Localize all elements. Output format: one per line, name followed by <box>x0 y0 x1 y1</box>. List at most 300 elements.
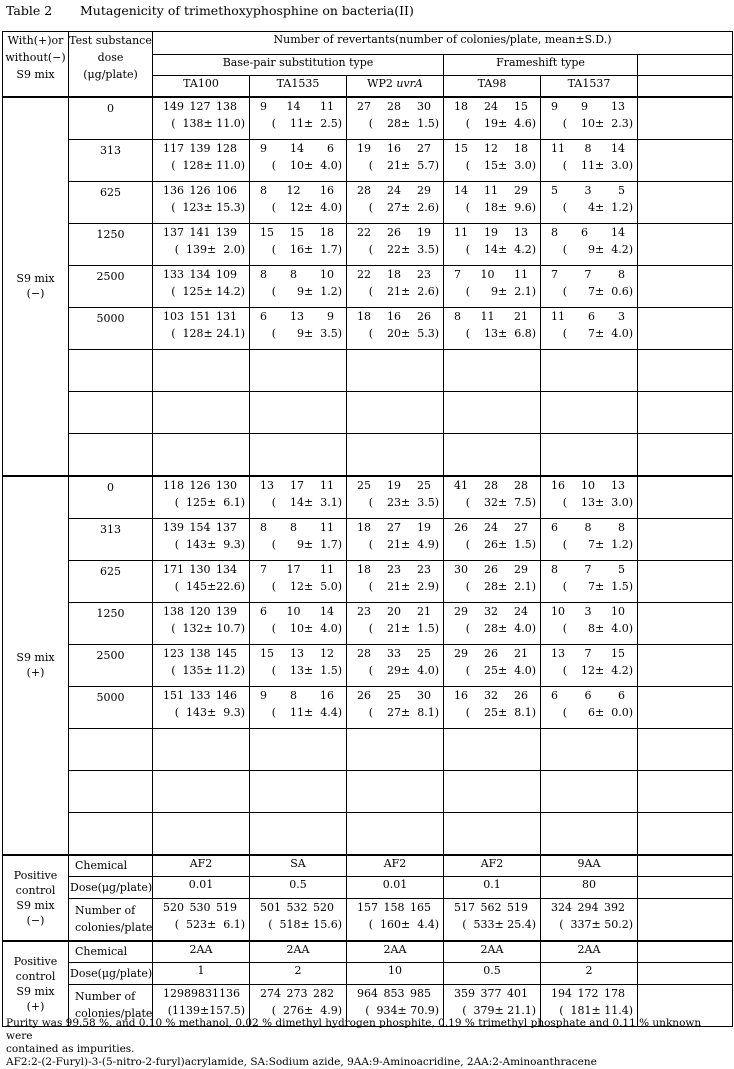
value-cell <box>250 223 347 265</box>
plate-count: 11 <box>320 99 334 113</box>
plate-count: 11 <box>320 478 334 492</box>
value-cell <box>541 898 638 941</box>
plate-counts <box>541 899 637 915</box>
empty-cell <box>638 97 733 140</box>
plate-count: 141 <box>189 225 211 239</box>
plate-counts <box>347 899 443 915</box>
value-cell <box>444 602 541 644</box>
value-cell <box>347 181 444 223</box>
plate-counts <box>444 477 540 493</box>
plate-count: 17 <box>286 562 301 576</box>
plate-count: 14 <box>611 225 625 239</box>
value-cell <box>153 265 250 307</box>
empty-cell <box>444 728 541 770</box>
value-cell <box>347 560 444 602</box>
plate-count: 8 <box>618 267 625 281</box>
plate-count: 126 <box>189 478 211 492</box>
plate-counts <box>153 985 249 1001</box>
plate-count: 151 <box>163 688 184 702</box>
value-cell <box>541 602 638 644</box>
plate-count: 25 <box>417 646 431 660</box>
plate-counts <box>250 899 346 915</box>
plate-count: 3 <box>618 309 625 323</box>
header-s9-column: With(+)or without(−) S9 mix <box>3 32 69 97</box>
empty-cell <box>69 812 153 855</box>
value-cell <box>250 97 347 140</box>
plate-count: 165 <box>410 900 431 914</box>
empty-cell <box>250 770 347 812</box>
plate-count: 23 <box>417 267 431 281</box>
plate-count: 11 <box>551 309 565 323</box>
mean-sd: ( 21± 1.5) <box>368 621 439 635</box>
chemical-name: 2AA <box>250 941 347 963</box>
control-dose: 0.01 <box>153 876 250 898</box>
value-cell <box>347 223 444 265</box>
plate-count: 10 <box>480 267 495 281</box>
plate-counts <box>250 477 346 493</box>
plate-count: 171 <box>163 562 184 576</box>
plate-counts <box>347 603 443 619</box>
mean-sd: ( 10± 4.0) <box>271 621 342 635</box>
plate-count: 22 <box>357 225 371 239</box>
mean-sd: ( 128± 24.1) <box>171 326 245 340</box>
plate-count: 10 <box>551 604 565 618</box>
plate-count: 145 <box>216 646 237 660</box>
header-strain: TA1535 <box>250 76 347 97</box>
empty-cell <box>347 728 444 770</box>
plate-counts <box>541 98 637 114</box>
mean-sd: ( 934± 70.9) <box>365 1003 439 1017</box>
plate-counts <box>153 645 249 661</box>
plate-count: 16 <box>387 309 401 323</box>
plate-count: 13 <box>514 225 528 239</box>
plate-count: 11 <box>480 309 495 323</box>
plate-count: 532 <box>286 900 308 914</box>
plate-counts <box>153 477 249 493</box>
control-dose: 80 <box>541 876 638 898</box>
plate-count: 20 <box>387 604 401 618</box>
plate-counts <box>250 645 346 661</box>
plate-counts <box>250 687 346 703</box>
control-dose: 0.5 <box>444 962 541 984</box>
header-strain: WP2 uvrA <box>347 76 444 97</box>
plate-count: 13 <box>260 478 274 492</box>
plate-count: 359 <box>454 986 475 1000</box>
mean-sd: ( 128± 11.0) <box>171 158 245 172</box>
plate-count: 11 <box>551 141 565 155</box>
plate-count: 25 <box>387 688 401 702</box>
plate-count: 27 <box>417 141 431 155</box>
plate-count: 117 <box>163 141 184 155</box>
value-cell <box>250 644 347 686</box>
empty-cell <box>153 391 250 433</box>
plate-count: 29 <box>514 562 528 576</box>
plate-counts <box>541 561 637 577</box>
mean-sd: ( 28± 1.5) <box>368 116 439 130</box>
chemical-name: AF2 <box>444 855 541 877</box>
plate-count: 128 <box>216 141 237 155</box>
value-cell <box>541 307 638 349</box>
plate-count: 138 <box>189 646 211 660</box>
mean-sd: ( 518± 15.6) <box>268 917 342 931</box>
chemical-name: AF2 <box>347 855 444 877</box>
dose-label: Dose(μg/plate) <box>69 876 153 898</box>
mean-sd: ( 26± 1.5) <box>465 537 536 551</box>
mean-sd: ( 7± 1.5) <box>562 579 633 593</box>
mean-sd: ( 132± 10.7) <box>171 621 245 635</box>
plate-count: 19 <box>417 225 431 239</box>
plate-count: 5 <box>618 183 625 197</box>
plate-count: 3 <box>584 604 592 618</box>
empty-cell <box>638 265 733 307</box>
dose-cell: 5000 <box>69 307 153 349</box>
plate-count: 10 <box>611 604 625 618</box>
plate-count: 27 <box>357 99 371 113</box>
plate-count: 21 <box>514 646 528 660</box>
mean-sd: ( 145±22.6) <box>174 579 245 593</box>
plate-count: 7 <box>454 267 461 281</box>
mean-sd: ( 337± 50.2) <box>559 917 633 931</box>
plate-counts <box>347 687 443 703</box>
plate-count: 282 <box>313 986 334 1000</box>
plate-count: 8 <box>290 688 297 702</box>
dose-cell: 313 <box>69 139 153 181</box>
plate-count: 377 <box>480 986 502 1000</box>
plate-count: 520 <box>313 900 334 914</box>
plate-count: 139 <box>163 520 184 534</box>
chemical-label: Chemical <box>69 941 153 963</box>
empty-cell <box>638 855 733 877</box>
plate-count: 18 <box>357 309 371 323</box>
plate-counts <box>153 899 249 915</box>
plate-count: 29 <box>514 183 528 197</box>
empty-cell <box>69 770 153 812</box>
mean-sd: ( 276± 4.9) <box>271 1003 342 1017</box>
value-cell <box>250 686 347 728</box>
plate-count: 24 <box>484 99 498 113</box>
plate-count: 324 <box>551 900 572 914</box>
header-empty <box>638 76 733 97</box>
empty-cell <box>347 349 444 391</box>
value-cell <box>153 686 250 728</box>
value-cell <box>250 181 347 223</box>
empty-cell <box>250 433 347 476</box>
plate-count: 16 <box>320 183 334 197</box>
value-cell <box>347 602 444 644</box>
plate-count: 172 <box>577 986 599 1000</box>
count-label: Number of colonies/plate <box>69 984 153 1026</box>
control-dose: 2 <box>250 962 347 984</box>
value-cell <box>347 686 444 728</box>
plate-counts <box>444 182 540 198</box>
plate-count: 14 <box>454 183 468 197</box>
plate-count: 392 <box>604 900 625 914</box>
plate-count: 5 <box>551 183 558 197</box>
plate-count: 18 <box>514 141 528 155</box>
plate-count: 19 <box>417 520 431 534</box>
value-cell <box>347 265 444 307</box>
plate-counts <box>153 266 249 282</box>
empty-cell <box>638 644 733 686</box>
chemical-name: AF2 <box>153 855 250 877</box>
plate-counts <box>153 687 249 703</box>
plate-counts <box>347 308 443 324</box>
empty-cell <box>638 602 733 644</box>
value-cell <box>347 476 444 519</box>
mean-sd: ( 32± 7.5) <box>465 495 536 509</box>
plate-counts <box>250 561 346 577</box>
empty-cell <box>444 812 541 855</box>
plate-count: 24 <box>484 520 498 534</box>
plate-count: 18 <box>387 267 401 281</box>
plate-counts <box>347 266 443 282</box>
plate-count: 520 <box>163 900 184 914</box>
value-cell <box>347 644 444 686</box>
header-base-pair: Base-pair substitution type <box>153 55 444 76</box>
plate-count: 16 <box>320 688 334 702</box>
value-cell <box>153 307 250 349</box>
plate-count: 28 <box>514 478 528 492</box>
value-cell <box>444 686 541 728</box>
value-cell <box>153 560 250 602</box>
control-dose: 0.1 <box>444 876 541 898</box>
dose-cell: 2500 <box>69 265 153 307</box>
plate-count: 138 <box>216 99 237 113</box>
chemical-name: 2AA <box>444 941 541 963</box>
value-cell <box>444 97 541 140</box>
plate-count: 27 <box>387 520 401 534</box>
plate-count: 28 <box>387 99 401 113</box>
value-cell <box>444 181 541 223</box>
plate-count: 7 <box>260 562 267 576</box>
plate-count: 15 <box>290 225 304 239</box>
positive-control-label: Positive control S9 mix (−) <box>3 855 69 941</box>
mean-sd: ( 11± 3.0) <box>562 158 633 172</box>
empty-cell <box>638 728 733 770</box>
plate-count: 154 <box>189 520 211 534</box>
value-cell <box>541 518 638 560</box>
value-cell <box>347 518 444 560</box>
plate-count: 13 <box>611 99 625 113</box>
value-cell <box>347 139 444 181</box>
plate-count: 26 <box>357 688 371 702</box>
mean-sd: ( 7± 4.0) <box>562 326 633 340</box>
mean-sd: ( 13± 3.0) <box>562 495 633 509</box>
plate-count: 18 <box>357 520 371 534</box>
table-caption: Table 2 Mutagenicity of trimethoxyphosphine on bacteria(II) <box>6 3 414 18</box>
plate-count: 146 <box>216 688 237 702</box>
mean-sd: ( 25± 8.1) <box>465 705 536 719</box>
plate-counts <box>444 687 540 703</box>
plate-counts <box>541 224 637 240</box>
plate-count: 14 <box>320 604 334 618</box>
plate-count: 18 <box>357 562 371 576</box>
plate-count: 9 <box>260 99 267 113</box>
control-dose: 0.01 <box>347 876 444 898</box>
plate-counts <box>250 603 346 619</box>
plate-count: 8 <box>290 267 297 281</box>
plate-count: 25 <box>357 478 371 492</box>
mutagenicity-table <box>2 31 733 1027</box>
chemical-name: 2AA <box>347 941 444 963</box>
plate-count: 8 <box>290 520 297 534</box>
plate-count: 28 <box>357 646 371 660</box>
mean-sd: ( 7± 1.2) <box>562 537 633 551</box>
plate-count: 16 <box>454 688 468 702</box>
plate-count: 10 <box>581 478 595 492</box>
plate-count: 6 <box>260 309 267 323</box>
plate-count: 15 <box>611 646 625 660</box>
plate-count: 22 <box>357 267 371 281</box>
plate-count: 9 <box>551 99 558 113</box>
plate-count: 9 <box>260 141 267 155</box>
plate-count: 30 <box>417 688 431 702</box>
plate-count: 9 <box>581 99 588 113</box>
plate-count: 8 <box>260 267 267 281</box>
header-revertants: Number of revertants(number of colonies/plate, mean±S.D.) <box>153 32 733 55</box>
value-cell <box>541 686 638 728</box>
plate-count: 18 <box>320 225 334 239</box>
mean-sd: ( 14± 4.2) <box>465 242 536 256</box>
plate-counts <box>153 308 249 324</box>
empty-cell <box>541 728 638 770</box>
header-strain: TA1537 <box>541 76 638 97</box>
plate-count: 26 <box>484 646 498 660</box>
empty-cell <box>347 391 444 433</box>
plate-count: 985 <box>410 986 431 1000</box>
empty-cell <box>638 223 733 265</box>
plate-count: 24 <box>514 604 528 618</box>
plate-counts <box>153 182 249 198</box>
plate-count: 7 <box>584 646 592 660</box>
plate-count: 130 <box>216 478 237 492</box>
plate-counts <box>541 603 637 619</box>
mean-sd: ( 9± 1.7) <box>271 537 342 551</box>
mean-sd: ( 20± 5.3) <box>368 326 439 340</box>
mean-sd: ( 21± 5.7) <box>368 158 439 172</box>
plate-count: 6 <box>618 688 625 702</box>
plate-counts <box>250 140 346 156</box>
plate-counts <box>444 985 540 1001</box>
plate-count: 15 <box>260 646 274 660</box>
mean-sd: ( 139± 2.0) <box>174 242 245 256</box>
mean-sd: ( 138± 11.0) <box>171 116 245 130</box>
plate-count: 6 <box>551 688 558 702</box>
chemical-name: 2AA <box>153 941 250 963</box>
plate-counts <box>347 477 443 493</box>
plate-count: 130 <box>189 562 211 576</box>
plate-count: 29 <box>454 646 468 660</box>
plate-count: 21 <box>417 604 431 618</box>
mean-sd: ( 143± 9.3) <box>174 705 245 719</box>
plate-counts <box>250 266 346 282</box>
mean-sd: ( 19± 4.6) <box>465 116 536 130</box>
empty-cell <box>638 349 733 391</box>
plate-count: 501 <box>260 900 281 914</box>
mean-sd: ( 21± 4.9) <box>368 537 439 551</box>
empty-cell <box>69 728 153 770</box>
control-dose: 10 <box>347 962 444 984</box>
mean-sd: ( 12± 5.0) <box>271 579 342 593</box>
mean-sd: ( 125± 6.1) <box>174 495 245 509</box>
plate-count: 25 <box>417 478 431 492</box>
plate-counts <box>541 519 637 535</box>
plate-counts <box>541 645 637 661</box>
empty-cell <box>541 349 638 391</box>
plate-counts <box>153 519 249 535</box>
plate-counts <box>153 140 249 156</box>
plate-counts <box>541 985 637 1001</box>
mean-sd: ( 15± 3.0) <box>465 158 536 172</box>
plate-count: 8 <box>551 225 558 239</box>
plate-count: 16 <box>551 478 565 492</box>
plate-counts <box>444 561 540 577</box>
plate-counts <box>250 519 346 535</box>
mean-sd: ( 12± 4.2) <box>562 663 633 677</box>
plate-counts <box>444 266 540 282</box>
value-cell <box>444 265 541 307</box>
plate-count: 131 <box>216 309 237 323</box>
mean-sd: ( 16± 1.7) <box>271 242 342 256</box>
mean-sd: ( 27± 8.1) <box>368 705 439 719</box>
empty-cell <box>444 391 541 433</box>
plate-count: 126 <box>189 183 211 197</box>
s9-group-label: S9 mix (−) <box>3 97 69 476</box>
plate-count: 8 <box>618 520 625 534</box>
plate-counts <box>250 985 346 1001</box>
empty-cell <box>638 898 733 941</box>
empty-cell <box>638 139 733 181</box>
value-cell <box>444 518 541 560</box>
plate-counts <box>250 98 346 114</box>
empty-cell <box>69 433 153 476</box>
empty-cell <box>638 476 733 519</box>
mean-sd: ( 21± 2.9) <box>368 579 439 593</box>
value-cell <box>250 476 347 519</box>
plate-count: 1298 <box>163 986 191 1000</box>
plate-counts <box>347 182 443 198</box>
empty-cell <box>153 728 250 770</box>
plate-count: 8 <box>584 141 592 155</box>
plate-count: 26 <box>484 562 498 576</box>
plate-counts <box>444 519 540 535</box>
plate-count: 27 <box>514 520 528 534</box>
empty-cell <box>541 812 638 855</box>
plate-count: 6 <box>581 225 588 239</box>
empty-cell <box>541 770 638 812</box>
plate-count: 178 <box>604 986 625 1000</box>
plate-count: 14 <box>611 141 625 155</box>
plate-count: 133 <box>163 267 184 281</box>
header-empty <box>638 55 733 76</box>
plate-count: 28 <box>484 478 498 492</box>
mean-sd: ( 4± 1.2) <box>562 200 633 214</box>
mean-sd: ( 28± 2.1) <box>465 579 536 593</box>
value-cell <box>153 181 250 223</box>
value-cell <box>444 898 541 941</box>
plate-count: 12 <box>484 141 498 155</box>
mean-sd: ( 25± 4.0) <box>465 663 536 677</box>
plate-counts <box>250 308 346 324</box>
control-dose: 2 <box>541 962 638 984</box>
plate-count: 562 <box>480 900 502 914</box>
mean-sd: ( 125± 14.2) <box>171 284 245 298</box>
plate-count: 519 <box>216 900 237 914</box>
plate-count: 21 <box>514 309 528 323</box>
plate-counts <box>444 140 540 156</box>
plate-count: 23 <box>387 562 401 576</box>
plate-count: 6 <box>584 688 592 702</box>
